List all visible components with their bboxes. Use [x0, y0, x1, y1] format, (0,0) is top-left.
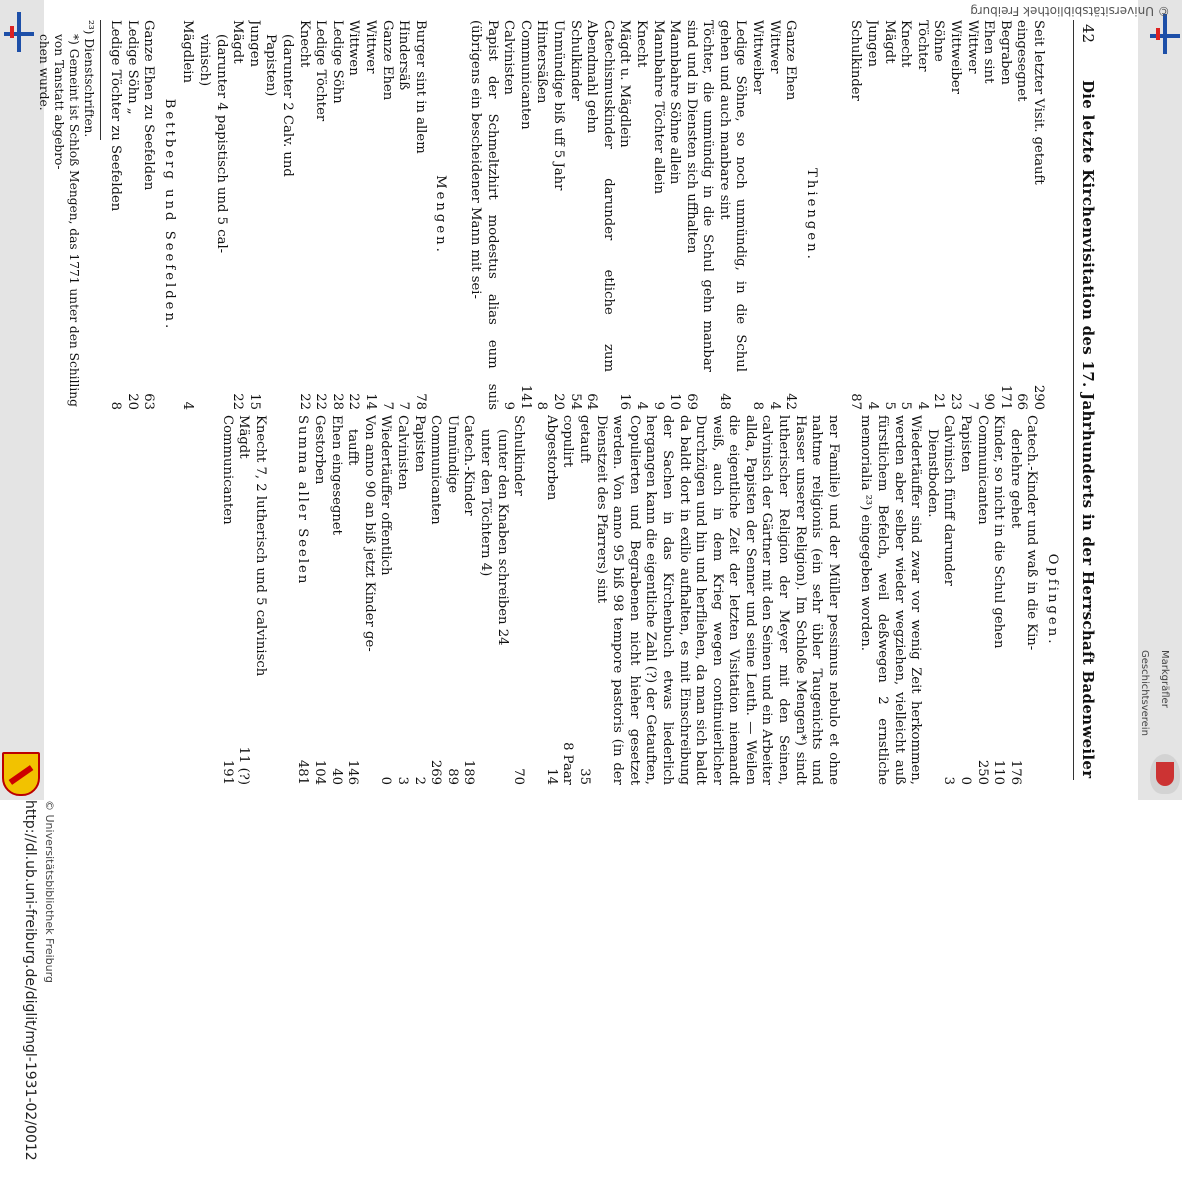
- table-subnote: Papisten): [263, 34, 279, 97]
- footnote-rule: [100, 20, 101, 140]
- tiengen-narrative: ner Familie) und der Müller pessimus nebulo et ohne nahtme religionis (ein sehr übler Taugenichts und Hasser unserer Religion). Im Schloße Mengen*) sindt lutherischer Religion der Meyer mit den Seinen, calvinisch der Gärtner mit den Seinen und ein Arbeiter allda, Papisten der Senner und seine Leuth. — Weilen die eigentliche Zeit der letzten Visitation niemandt weiß, auch in dem Krieg wegen continuierlicher Durchzügen und hin und herfliehen, da man sich baldt da baldt dort in exilio aufhalten, es mit Einschreibung der Sachen in das Kirchenbuch etwas liederlich hergangen kann die eigentliche Zahl (?) der Getauften, Copulierten und Begrabenen nicht hieher gesetzet werden. Von anno 95 biß 98 tempore pastoris (in der Dienstzeit des Pfarrers) sint: [593, 415, 841, 785]
- table-row: Knecht 5: [898, 20, 914, 410]
- table-row: Catech.-Kinder 189: [461, 415, 477, 785]
- table-row: eingesegnet 66: [1014, 20, 1030, 410]
- table-row: Kinder, so nicht in die Schul gehen 110: [991, 415, 1007, 785]
- table-row: Ledige Söhn 28: [329, 20, 345, 410]
- tiengen-totals: [542, 415, 592, 785]
- table-row: Begraben 171: [997, 20, 1013, 410]
- section-title-mengen: Mengen.: [433, 175, 449, 255]
- table-subnote: vinisch): [197, 34, 213, 87]
- footnote-star: *) Gemeint ist Schloß Mengen, das 1771 unter den Schilling von Tanstatt abgebro-: [51, 34, 81, 407]
- table-row: Mägdlein 4: [180, 20, 196, 410]
- table-row: Dienstboden.: [924, 429, 940, 518]
- side-label-1: Markgräfler: [1159, 650, 1170, 708]
- table-row: Mannbahre Söhne allein 10: [667, 20, 683, 410]
- right-column: [218, 415, 1062, 785]
- table-row: copulirt 8 Paar: [560, 415, 576, 785]
- table-row: Jungen 4: [865, 20, 881, 410]
- table-row: Ganze Ehen 42: [783, 20, 799, 410]
- table-row: Wittweiber 23: [948, 20, 964, 410]
- table-row: Communicanten 191: [219, 415, 235, 785]
- coat-of-arms-icon: [2, 752, 40, 796]
- table-row: taufft 146: [345, 429, 361, 785]
- opfingen-stats-right: [857, 415, 1040, 785]
- table-row: Catech.-Kinder und waß in die Kin-: [1024, 415, 1040, 651]
- table-row: Wittwer 7: [964, 20, 980, 410]
- opfingen-stats: [847, 20, 1046, 410]
- table-row: Papisten 0: [958, 415, 974, 785]
- scanned-page: [36, 0, 1100, 800]
- table-row: Söhne 21: [931, 20, 947, 410]
- table-row: Calvinisten 9: [501, 20, 517, 410]
- bettberg-stats: [107, 20, 157, 410]
- table-row: Hindersäß 7: [396, 20, 412, 410]
- table-row: Ledige Töchter zu Seefelden 8: [108, 20, 124, 410]
- footnote-star-cont: chen wurde.: [36, 34, 51, 111]
- table-row: (unter den Knaben schreiben 24: [494, 429, 510, 646]
- table-row: Mägdt 22: [230, 20, 246, 410]
- table-row: Hintersäßen 8: [534, 20, 550, 410]
- table-row: getauft 35: [576, 415, 592, 785]
- table-row: Wittwer 14: [363, 20, 379, 410]
- library-logo-icon-right: [1150, 14, 1180, 54]
- table-subnote: (darunter 4 papistisch und 5 cal-: [213, 34, 229, 254]
- section-title-tiengen: Thiengen.: [803, 168, 819, 262]
- table-row: Communicanten 141: [517, 20, 533, 410]
- table-row: Catechismuskinder darunder etliche zum Abendmahl gehn 64: [584, 20, 616, 410]
- table-row: Papisten 2: [411, 415, 427, 785]
- footnote-23: ²³) Dienstschriften.: [81, 20, 96, 138]
- table-row: Mannbahre Töchter allein 9: [650, 20, 666, 410]
- table-row: Wittwer 4: [766, 20, 782, 410]
- table-row: Unmündige 89: [444, 415, 460, 785]
- table-row: Knecht 22: [296, 20, 312, 410]
- table-row: Burger sint in allem 78: [412, 20, 428, 410]
- table-row: Mägdt 5: [881, 20, 897, 410]
- page-number: 42: [1079, 24, 1097, 44]
- table-row: Seit letzter Visit. getauft 290: [1031, 20, 1046, 410]
- table-row: Wittwen 22: [346, 20, 362, 410]
- table-row: Schulkinder 54: [567, 20, 583, 410]
- table-row: Schulkinder 70: [511, 415, 527, 785]
- copyright-notice: © Universitätsbibliothek Freiburg: [43, 800, 56, 983]
- table-row: Knecht 7, 2 lutherisch und 5 calvinisch: [252, 415, 268, 677]
- table-row: Ledige Töchter 22: [313, 20, 329, 410]
- table-row: Ganze Ehen 7: [379, 20, 395, 410]
- table-row: Ehen eingesegnet 40: [328, 415, 344, 785]
- table-row: Ledige Söhn „ 20: [124, 20, 140, 410]
- section-title-bettberg: Bettberg und Seefelden.: [161, 98, 177, 332]
- table-row: Wiedertäuffer offentlich 0: [378, 415, 394, 785]
- side-label-2: Geschichtsverein: [1139, 650, 1150, 736]
- bettberg-stats-right: [218, 415, 268, 785]
- table-row: unter den Töchtern 4): [478, 429, 493, 577]
- table-row: Communicanten 269: [428, 415, 444, 785]
- table-row: Abgestorben 14: [543, 415, 559, 785]
- left-column: [36, 20, 1062, 410]
- table-row: Schulkinder 87: [848, 20, 864, 410]
- table-row: Jungen 15: [246, 20, 262, 410]
- running-title: Die letzte Kirchenvisitation des 17. Jahrhunderts in der Herrschaft Badenweiler: [1079, 80, 1097, 779]
- table-row: Communicanten 250: [974, 415, 990, 785]
- source-url[interactable]: http://dl.ub.uni-freiburg.de/diglit/mgl-1931-02/0012: [22, 800, 38, 1161]
- table-row: Knecht 4: [633, 20, 649, 410]
- library-logo-icon: [4, 12, 34, 52]
- table-row: Mägdt 11 (?): [236, 415, 252, 785]
- table-row: Summa aller Seelen 481: [295, 415, 311, 785]
- mengen-stats: [179, 20, 428, 410]
- table-row: Mägdt u. Mägdlein 16: [617, 20, 633, 410]
- table-row: Ehen sint 90: [981, 20, 997, 410]
- anabaptist-note: Wiedertäuffer sind zwar vor wenig Zeit herkommen, werden aber selber wieder wegziehen, vielleicht auß fürstlichem Befelch, weil deßwegen 2 ernstliche memorialia ²³) eingegeben worden.: [858, 415, 924, 785]
- table-row: Gestorben 104: [312, 415, 328, 785]
- table-row: derlehre gehet 176: [1007, 429, 1023, 785]
- table-row: Ganze Ehen zu Seefelden 63: [141, 20, 157, 410]
- table-row: Töchter, die unmündig in die Schul gehn manbar sind und in Diensten sich uffhalten 69: [683, 20, 716, 410]
- section-title-opfingen: Opfingen.: [1045, 553, 1060, 647]
- table-row: Calvinisch fünff darunder 3: [941, 415, 957, 785]
- table-subnote: (darunter 2 Calv. und: [280, 34, 296, 177]
- page-header: [1073, 20, 1096, 780]
- table-row: Von anno 90 an biß jetzt Kinder ge-: [361, 415, 377, 652]
- mirrored-copyright: © Universitätsbibliothek Freiburg: [970, 4, 1170, 18]
- table-row: Unmündige biß uff 5 Jahr 20: [550, 20, 566, 410]
- table-row: Töchter 4: [914, 20, 930, 410]
- table-row: Wittweiber 8: [750, 20, 766, 410]
- papist-note: Papist der Schmeltzhirt modestus alias eum suis (übrigens ein bescheidener Mann mit sei-: [468, 20, 500, 410]
- table-row: Ledige Söhne, so noch unmündig, in die Schul gehen und auch manbare sint 48: [716, 20, 749, 410]
- table-row: Calvinisten 3: [395, 415, 411, 785]
- tiengen-stats: [466, 20, 798, 410]
- mengen-stats-right: [294, 415, 526, 785]
